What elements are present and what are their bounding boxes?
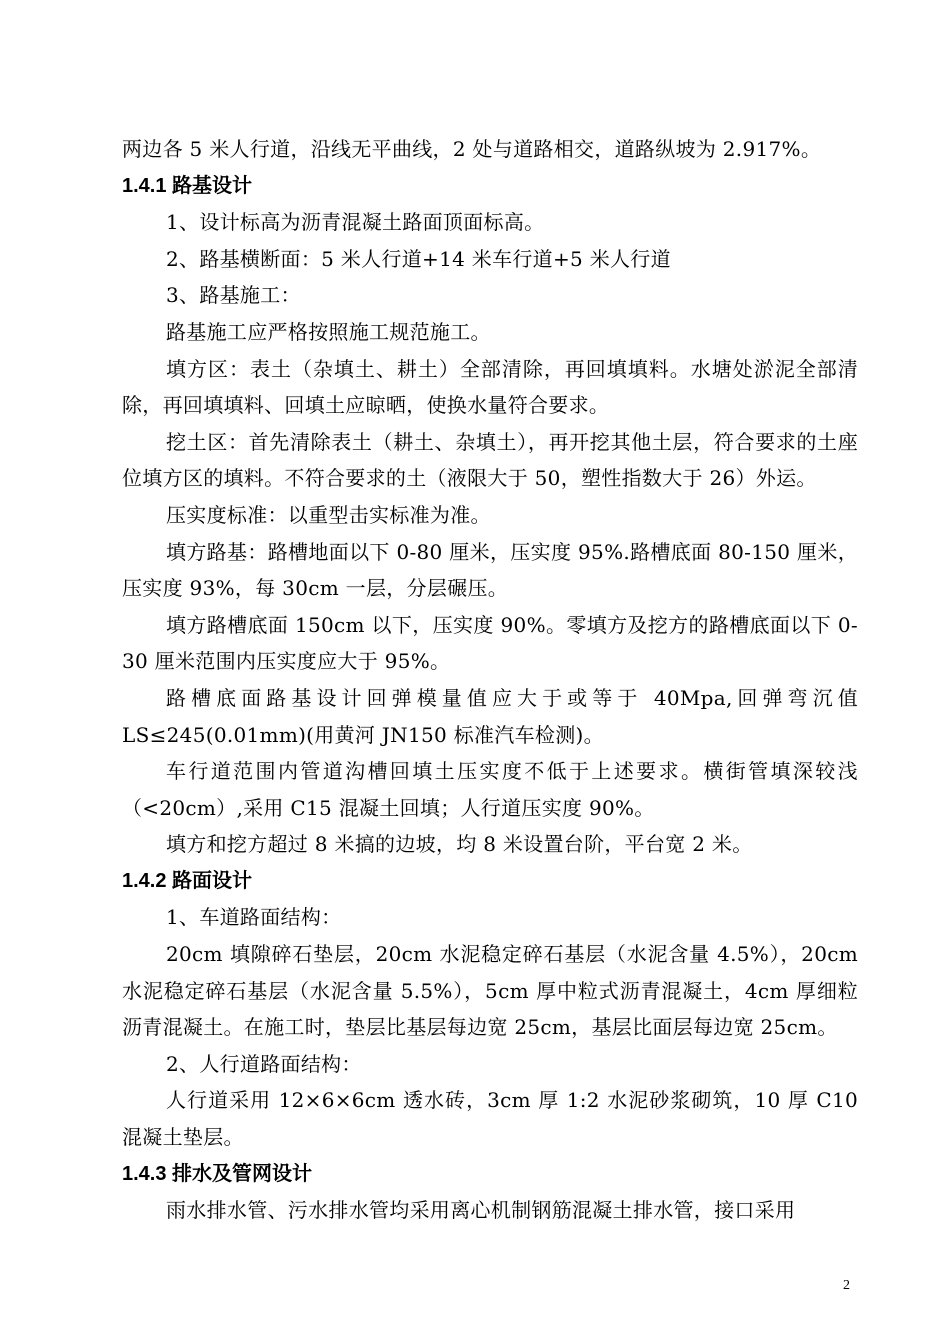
paragraph: 20cm 填隙碎石垫层，20cm 水泥稳定碎石基层（水泥含量 4.5%），20cm 水泥稳定碎石基层（水泥含量 5.5%），5cm 厚中粒式沥青混凝土，4cm 厚细粒沥青混凝土。在施工时，垫层比基层每边宽 25cm，基层比面层每边宽 25cm。 (122, 942, 858, 1040)
paragraph: 3、路基施工： (166, 283, 301, 308)
paragraph: 填方路槽底面 150cm 以下，压实度 90%。零填方及挖方的路槽底面以下 0-30 厘米范围内压实度应大于 95%。 (122, 612, 858, 674)
paragraph: 两边各 5 米人行道，沿线无平曲线，2 处与道路相交，道路纵坡为 2.917%。 (122, 137, 822, 161)
paragraph: 填方和挖方超过 8 米搞的边坡，均 8 米设置台阶，平台宽 2 米。 (166, 832, 753, 857)
paragraph: 路基施工应严格按照施工规范施工。 (166, 319, 491, 344)
document-body (122, 131, 858, 1229)
paragraph: 填方路基：路槽地面以下 0-80 厘米，压实度 95%.路槽底面 80-150 厘米，压实度 93%，每 30cm 一层，分层碾压。 (122, 539, 858, 601)
paragraph: 填方区：表土（杂填土、耕土）全部清除，再回填填料。水塘处淤泥全部清除，再回填填料、回填土应晾晒，使换水量符合要求。 (122, 356, 858, 418)
paragraph: 雨水排水管、污水排水管均采用离心机制钢筋混凝土排水管，接口采用 (166, 1198, 796, 1223)
section-heading: 1.4.2 路面设计 (122, 869, 253, 892)
paragraph: 1、车道路面结构： (166, 905, 342, 930)
paragraph: 挖土区：首先清除表土（耕土、杂填土），再开挖其他土层，符合要求的土座位填方区的填料。不符合要求的土（液限大于 50，塑性指数大于 26）外运。 (122, 429, 858, 491)
paragraph: 1、设计标高为沥青混凝土路面顶面标高。 (166, 210, 545, 235)
paragraph: 2、人行道路面结构： (166, 1051, 362, 1076)
paragraph: 压实度标准：以重型击实标准为准。 (166, 502, 491, 527)
page-number: 2 (843, 1278, 850, 1293)
paragraph: 人行道采用 12×6×6cm 透水砖，3cm 厚 1:2 水泥砂浆砌筑，10 厚 C10 混凝土垫层。 (122, 1088, 858, 1150)
section-heading: 1.4.1 路基设计 (122, 174, 253, 197)
paragraph: 2、路基横断面：5 米人行道+14 米车行道+5 米人行道 (166, 246, 671, 271)
section-heading: 1.4.3 排水及管网设计 (122, 1162, 313, 1185)
paragraph: 车行道范围内管道沟槽回填土压实度不低于上述要求。横街管填深较浅（<20cm）,采用 C15 混凝土回填；人行道压实度 90%。 (122, 759, 858, 820)
paragraph: 路槽底面路基设计回弹模量值应大于或等于 40Mpa,回弹弯沉值 LS≤245(0.01mm)(用黄河 JN150 标准汽车检测)。 (122, 685, 858, 747)
